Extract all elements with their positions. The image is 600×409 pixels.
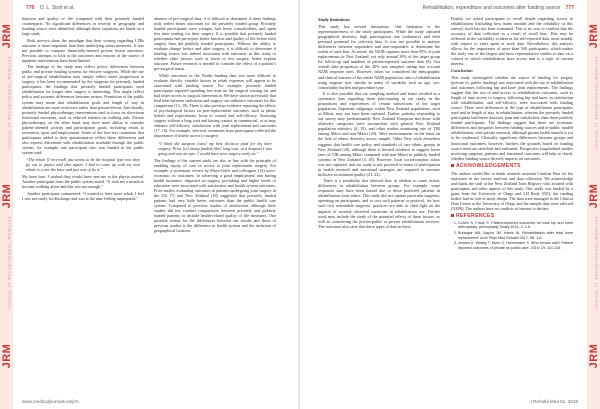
column-right-b: [451, 16, 573, 395]
reference-item: 2. Buhagiar MA, Naylor JM, Harris IA. Rehabilitation after total knee replacement. Arch Phys Med Rehabil 2017; 98: 1-6.: [458, 231, 573, 240]
paragraph: It is also possible that our sampling method and frame resulted in a systematic bias regarding those participating in our study, in the proportions and experiences of certain subsections of the target population. Important subgroups within New Zealand populations, such as Māori, may not have been captured. Further, patients responding to our survey may predominantly New Zealand European and those with relatively categories were inconsistent with general New Zealand population statistics (4, 19), and other studies examining rate of TJR among Māori and non-Māori (20). Were ascertainment on the basis on the lack of ethnic diversity across sample. Other New work elsewhere suggests that health care policy and standards of care ethnic groups in New Zealand (20), although there is limited evidence to suggest lower rates of TJR among Māori compared with non-Māori in publicly funded systems in New Zealand (4, 18). However, local socioeconomic status was not captured, and our study is not powered in terms of participation in health research and emotional strategies are required to increase inclusive recruitment quality (21, 22).: [318, 91, 440, 177]
quote: “The rehab [I received] just seems to be the hospital type now they go out to physio and then again. I had to come up with my own rehab to cover the knee and just sort of fix it.”: [26, 157, 140, 173]
reference-list: [451, 221, 573, 251]
paragraph: The findings of the current study are also in line with the principle of enabling equity of care in access to joint replacement surgery. For example, a systematic review by Mayo-Gulfs and colleagues (13) socio-economic as outcomes, in achieving a good employment and having health insurance, impacted on surgery, pre-taking and higher levels of education were associated with satisfaction and health system outcomes. Prior studies evaluating outcomes in patients undergoing joint surgery in the UK (7) and New Zealand (18) suggested that privately funded patients had very little better outcomes than the public health care system. Compared to previous studies of satisfaction, although there studies did not conduct comparisons between privately and publicly funded patients or include health-related quality of life measures. One possible reason for the differences between our results and those of previous studies is the difference in health system and the inclusion of geographical location.: [154, 157, 276, 234]
heading-text: ACKNOWLEDGEMENTS: [456, 162, 521, 169]
paragraph: This study investigated whether the source of funding for surgery (private vs. public funding) was associated with the use of rehabilitation and outcomes following hip and knee joint replacements. The findings suggest that the use of and access to rehabilitation outcomes, such as length of time access to surgery, following hip and knee, in satisfaction with rehabilitation, and self-efficacy, were associated with funding source. There were differences in the type of rehabilitation participants used and in length of stay in rehabilitation, whereas the privately funded participants had better function, pain and satisfaction, than those publicly funded participants. The findings suggest that there are economic differences and inequities between funding sources and in-public funded rehabilitation, with private research, although greater health benefit is yet to be confirmed. Clinically significant differences between groups and functional outcomes, however, furthers the grounds based on funding source need are stretched and evaluated. Prospective longitudinal studies involving surgeons, patients and functional outcomes will help to clarify whether funding source directly impacts on outcomes.: [451, 74, 573, 161]
paragraph: Another participant commented: “I wanted to have more rehab, I feel I was not ready for discharge and was at the time feeling unprepared.”: [22, 190, 144, 201]
journal-side-strip: [0, 0, 13, 409]
column-left-b: [154, 16, 276, 395]
page-footer: www.medicaljournals.se/jrm: [22, 399, 79, 404]
strip-label-middle: JRM: [588, 183, 600, 209]
strip-label-top: JRM: [588, 23, 600, 49]
strip-label-bottom: JRM: [1, 343, 13, 369]
strip-tagline: Journal of Rehabilitation Medicine: [593, 215, 599, 310]
reference-item: 3. Jensen K, Wildey T, Klein G, Heinemann S. Who Knows well? Patient reported outcomes of private vs public care. 2016; 19: 110-118.: [458, 241, 573, 250]
strip-tagline: Journal of Rehabilitation Medicine: [6, 55, 12, 150]
strip-tagline: Journal of Rehabilitation Medicine: [593, 55, 599, 150]
paragraph: function and quality of life compared with their privately funded counterparts. No significant differences in severity of geography and funding source were identified, although these variations are based on a large study.: [22, 16, 144, 37]
running-head: [22, 5, 74, 11]
section-subheading: Conclusion: [451, 67, 473, 73]
paragraph: My knee hurt. I wished they would have sent me to the physio instead. Another participant from the public system noted: “It took me a month to become walking alone and this was not enough.”: [22, 174, 144, 190]
paragraph: absence of pre-surgical data, it is difficult to determine if these findings truly reflect better outcomes for the privately funded group. Privately funded participants were younger, had fewer comorbidities, and spent less time waiting for their surgery. It is possible that privately funded participants had pre-injury, better function and quality of life before their surgery than did publicly funded participants. Without the ability to evaluate change before and after surgery, it is difficult to determine if funding source was indeed associated with outcomes in this study or whether other factors, such as lower or less surgery, better explain outcome. Future research is needed to consider the effect of a patient’s pre-surgical status.: [154, 16, 276, 72]
paragraph: Both surveys share the paradigm that their scoring regarding LTRs outcome is more important than their underlying status measures. It was not possible to compare financially-insured private lesion outcomes. Previous attempts to look at the outcomes and reasons of the source of inpatient interventions have been limited.: [22, 37, 144, 63]
page-number: 776: [26, 5, 35, 11]
heading-marker: [451, 164, 454, 167]
references-heading: [451, 214, 573, 219]
quote: “I think the surgeon [was] my best decision paid for my knee surgery. Prior [to] being funded [the] long wait, at a hospital I was going and was an epic. I would have seen surgery early on.”: [158, 140, 272, 156]
running-head: [423, 5, 578, 11]
paragraph: The findings of the study may reflect policy differences between public and private funding systems for elective surgeries. While the use of pre-surgical rehabilitation may simply reflect faster progression to surgery, it has been recommended by the surgeons for privately funded participants, the findings that privately funded participants used rehabilitation for longer after surgery is interesting. This might reflect policy and systemic differences between sectors. Promotion of the public system may mean that rehabilitation goals and length of stay in rehabilitation are more restrictive rather than person-driven. Anecdotally, privately funded physiotherapy interventions tend to focus on short-term functional outcomes, such as reduced reliance on walking aids. Private physiotherapy, on the other hand, may have more ability to consider patient-oriented activity and participation goals, including return to recreation, sport and employment. Some of the free-text comments that participants added to their questionnaires reflect these differences and also express discontent with rehabilitation available through the public system; for example, one participant who was funded in the public system said:: [22, 64, 144, 155]
page-number: 777: [565, 5, 574, 11]
strip-label-bottom: JRM: [588, 343, 600, 369]
paragraph: This study has several limitations. One limitation is the representativeness of the study participants. While the study captured geographical diversity, high participation rate (voluntary) and their personal potential for selection bias. It was not possible to analyse differences between responders and non-responders to determine the extent of such bias. As noted, the NZJR captures more than 95% of joint replacements in New Zealand, yet only around 20% of the target group for follow-up and numbers of patient-reported outcome data (8). Our overall data proportion of the 20% was sampled, taking into account NZJR response rates. However, when we considered the demographic and clinical features of the whole NZJR population, ratio of rehabilitation using surgeon tyre, similar in terms of variables such as age, sex, comorbidity burden and procedure type.: [318, 24, 440, 90]
paragraph: Finally, we asked participants to recall details regarding access to rehabilitation (including how many months and the reliability of this survey) itself has not been examined. This is no way to confirm that the accuracy of data collection as a result of recall bias. This may be reflected in the variability evident in the self-reported data, most notably with respect to years spent at work data. Nevertheless, this analysis allows for the importance of more than 500 participants, which makes the study one of the largest and most representative studies to date on a context in which rehabilitation have access and is a topic of current interest.: [451, 16, 573, 67]
reference-item: 1. Cohen S, Frank S. Patient-reported outcomes for total hip and knee arthroplasty. Arthroplasty Today 2014; 3: 1-6.: [458, 221, 573, 230]
journal-side-strip: [587, 0, 600, 409]
heading-text: REFERENCES: [456, 212, 495, 219]
acknowledgements-text: The authors would like to thank research assistant Caroline Hart for her assistance in the survey mail-out and data collection. We acknowledge and thank the staff at the New Zealand Joint Registry who assisted with participants and other aspects of this study. This study was funded by a grant from the University of Otago and LH Body (NZ); the funding bodies had no role in study design. The data were managed in the Clinical Data Centre at the University of Otago and the sample data were selected (NZJR). The authors have no conflicts of interest to declare.: [451, 170, 573, 211]
page-footer: J Rehabil Med 51, 2019: [529, 399, 578, 404]
column-left-a: [22, 16, 144, 395]
section-subheading: Study limitations: [318, 17, 351, 22]
column-right-a: [318, 16, 440, 395]
running-head-title: Rehabilitation, expenditure and outcomes after funding source: [422, 5, 561, 11]
acknowledgements-heading: [451, 164, 573, 169]
strip-tagline: Journal of Rehabilitation Medicine: [6, 215, 12, 310]
paragraph: While outcomes in the Nordic-funding data sets more difficult to evaluate directly, variable factors in rehab expenses will appear to be associated with funding source. For example, privately funded participants reported spending less time on the surgical waiting list and had faster access to surgical intervention. We have shown previously that lead time between indication and surgery can influence outcomes for this comparison (13, 19). There is also previous evidence reporting the effects of psychological factors on post-replacement outcomes, such as phone beliefs and expectations, locus of control and self-efficacy. Assessing surgery without a long wait and having contact in commercial, or as may enhance self-efficacy, satisfaction with joint replacement and outcomes (17, 18). For example, free-text comments from participants reflected the importance of timely access to surgery:: [154, 72, 276, 139]
paragraph: There is a possibility that selected bias in relation to some extent, differences in rehabilitation between groups. For example, some responses may have been biased due to these preferred patients in rehabilitation from others. This study did not capture particular surgeons, operating on participants, and to cost such patterns or protocol, for how such cost reasonable surgeons’ practices are able to shed light on the impacts of recently observed variations in rehabilitation use. Further work may include the study of the potential effects of these factors, as well as considering the private-public or private rehabilitation services. The outcomes also raise that these types of data in these: [318, 178, 440, 229]
strip-label-middle: JRM: [1, 183, 13, 209]
running-head-authors: O. L. Stott et al.: [39, 5, 75, 11]
right-page: [300, 0, 600, 409]
heading-marker: [451, 214, 454, 217]
strip-label-top: JRM: [1, 23, 13, 49]
